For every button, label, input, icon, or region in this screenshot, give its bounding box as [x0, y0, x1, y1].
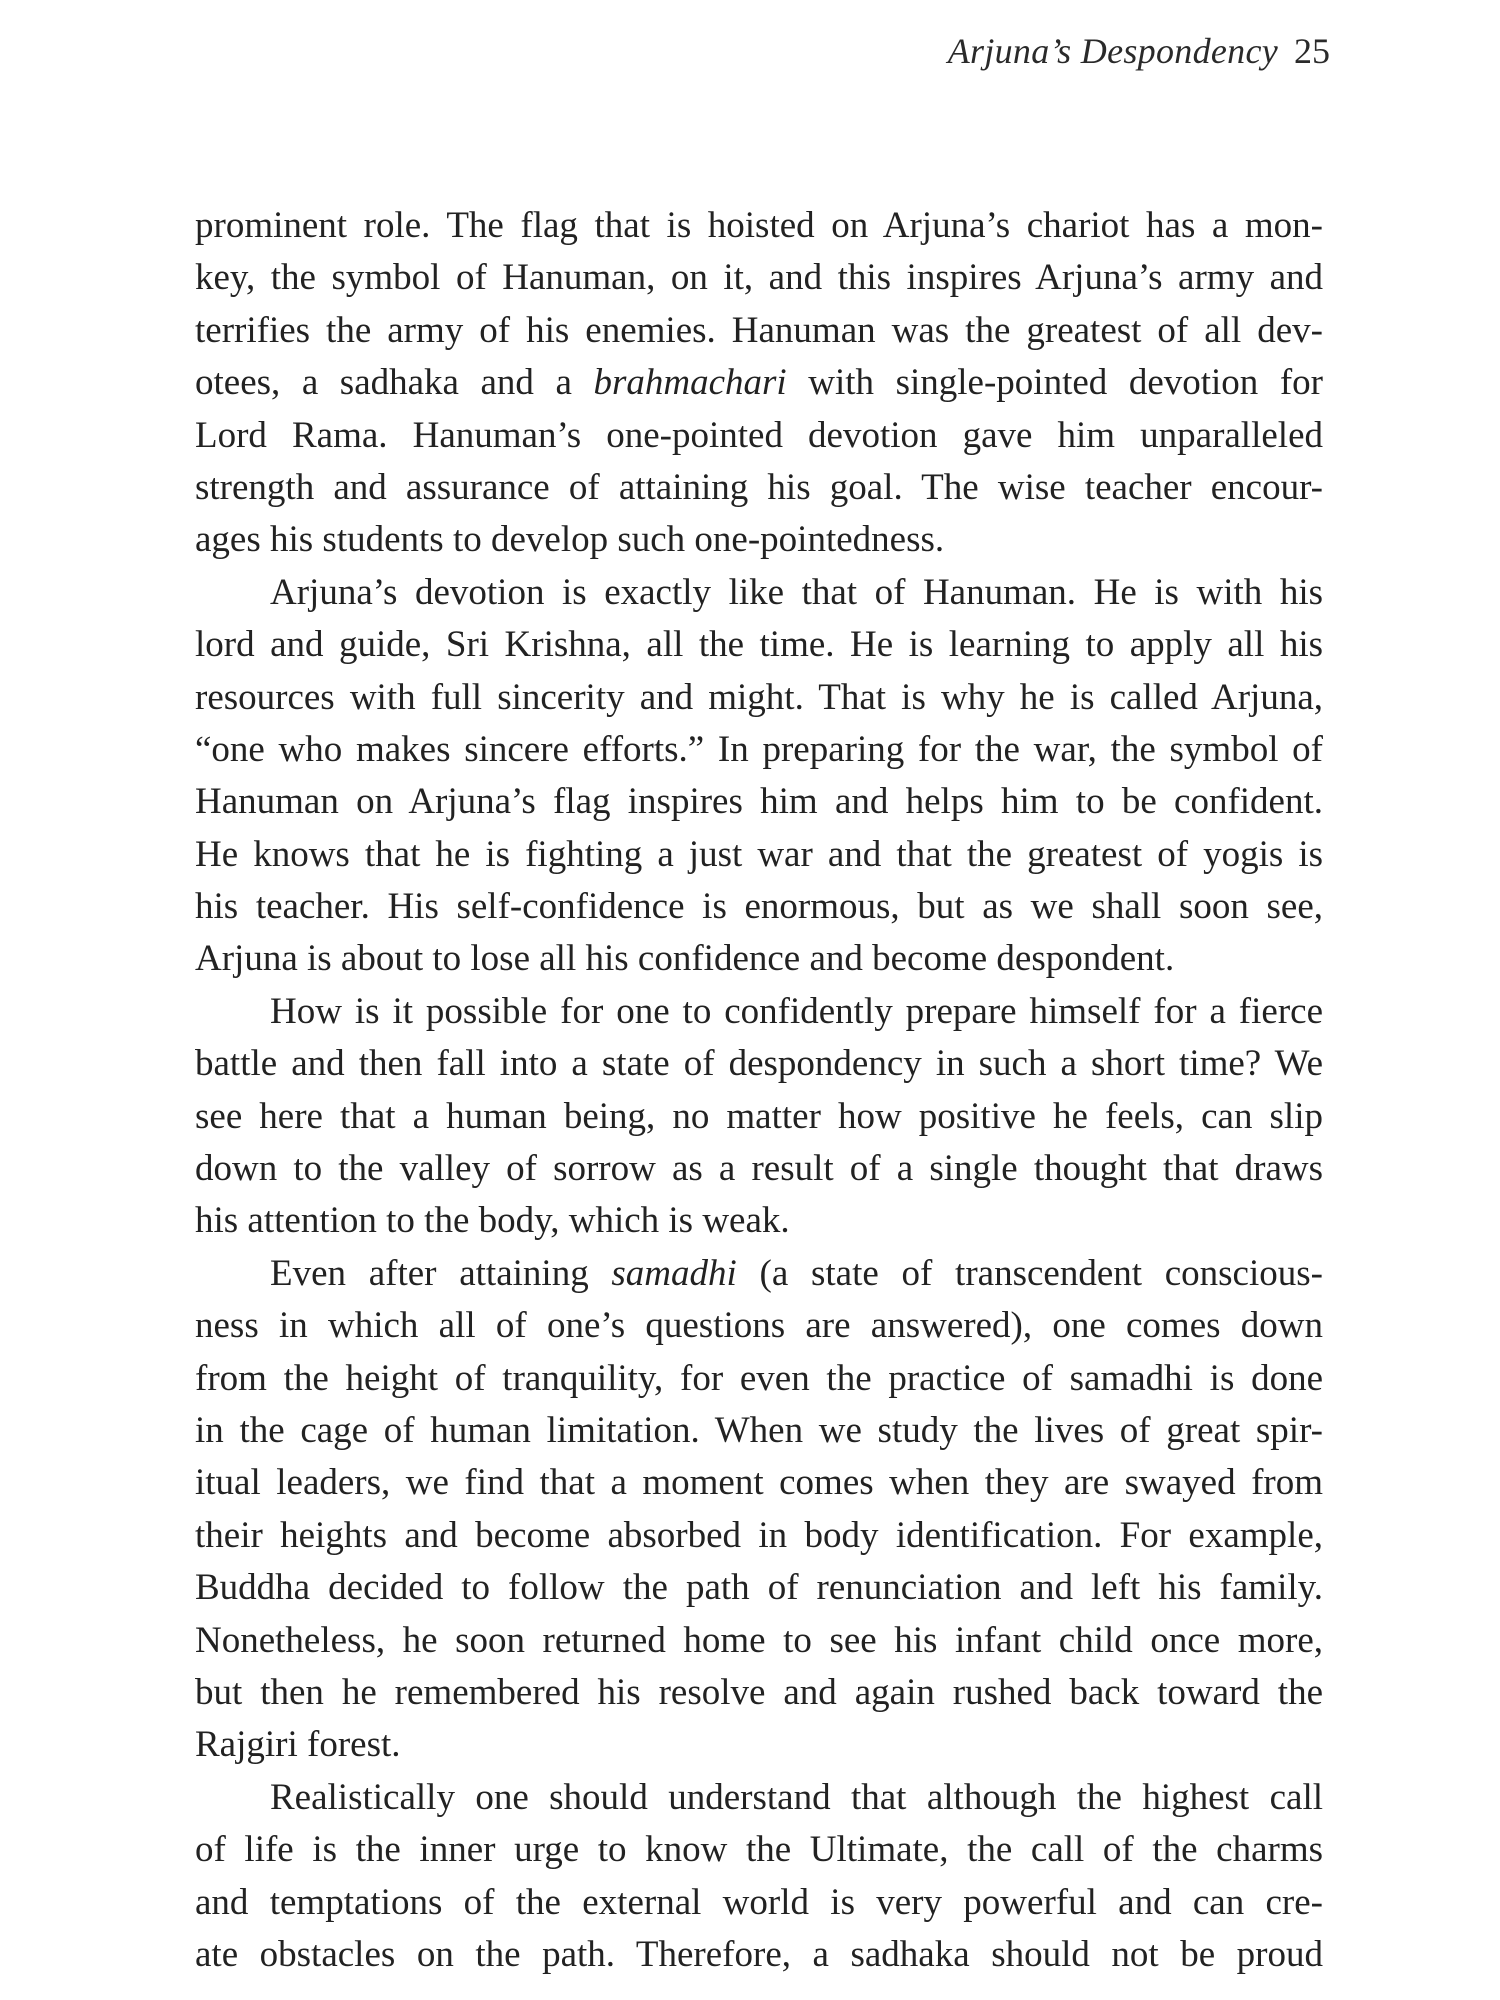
text-line: Lord Rama. Hanuman’s one-pointed devotion gave him unparalleled [195, 414, 1323, 456]
text-line: Hanuman on Arjuna’s flag inspires him and helps him to be confident. [195, 781, 1323, 823]
text-line: of life is the inner urge to know the Ultimate, the call of the charms [195, 1829, 1323, 1871]
text-line: ate obstacles on the path. Therefore, a sadhaka should not be proud [195, 1933, 1323, 1975]
text-line: battle and then fall into a state of despondency in such a short time? We [195, 1043, 1323, 1085]
text-line: Rajgiri forest. [195, 1724, 401, 1766]
text-line: “one who makes sincere efforts.” In preparing for the war, the symbol of [195, 728, 1323, 770]
text-line: down to the valley of sorrow as a result of a single thought that draws [195, 1148, 1323, 1190]
text-line: but then he remembered his resolve and again rushed back toward the [195, 1671, 1323, 1713]
running-head [948, 30, 1330, 72]
text-line: their heights and become absorbed in body identification. For example, [195, 1514, 1323, 1556]
text-line: resources with full sincerity and might. That is why he is called Arjuna, [195, 676, 1323, 718]
text-line: ness in which all of one’s questions are answered), one comes down [195, 1305, 1323, 1347]
text-line: Even after attaining samadhi (a state of transcendent conscious- [270, 1252, 1323, 1294]
text-line: Nonetheless, he soon returned home to see his infant child once more, [195, 1619, 1323, 1661]
text-line: and temptations of the external world is very powerful and can cre- [195, 1881, 1323, 1923]
text-line: He knows that he is fighting a just war and that the greatest of yogis is [195, 833, 1323, 875]
text-line: in the cage of human limitation. When we study the lives of great spir- [195, 1409, 1323, 1451]
text-line: How is it possible for one to confidently prepare himself for a fierce [270, 990, 1323, 1032]
text-line: Realistically one should understand that although the highest call [270, 1776, 1323, 1818]
text-line: see here that a human being, no matter how positive he feels, can slip [195, 1095, 1323, 1137]
text-line: terrifies the army of his enemies. Hanuman was the greatest of all dev- [195, 309, 1323, 351]
text-line: Arjuna is about to lose all his confidence and become despondent. [195, 938, 1175, 980]
text-line: ages his students to develop such one-pointedness. [195, 519, 945, 561]
text-line: Arjuna’s devotion is exactly like that of Hanuman. He is with his [270, 571, 1323, 613]
text-line: otees, a sadhaka and a brahmachari with single-pointed devotion for [195, 362, 1323, 404]
page-number: 25 [1294, 31, 1330, 71]
body-text [195, 200, 1323, 1981]
text-line: lord and guide, Sri Krishna, all the time. He is learning to apply all his [195, 624, 1323, 666]
text-line: key, the symbol of Hanuman, on it, and this inspires Arjuna’s army and [195, 257, 1323, 299]
text-line: Buddha decided to follow the path of renunciation and left his family. [195, 1567, 1323, 1609]
text-line: his teacher. His self-confidence is enormous, but as we shall soon see, [195, 886, 1323, 928]
text-line: from the height of tranquility, for even the practice of samadhi is done [195, 1357, 1323, 1399]
text-line: itual leaders, we find that a moment comes when they are swayed from [195, 1462, 1323, 1504]
running-title: Arjuna’s Despondency [947, 31, 1278, 71]
text-line: strength and assurance of attaining his goal. The wise teacher encour- [195, 466, 1323, 508]
text-line: prominent role. The flag that is hoisted on Arjuna’s chariot has a mon- [195, 205, 1323, 246]
text-line: his attention to the body, which is weak. [195, 1200, 790, 1242]
